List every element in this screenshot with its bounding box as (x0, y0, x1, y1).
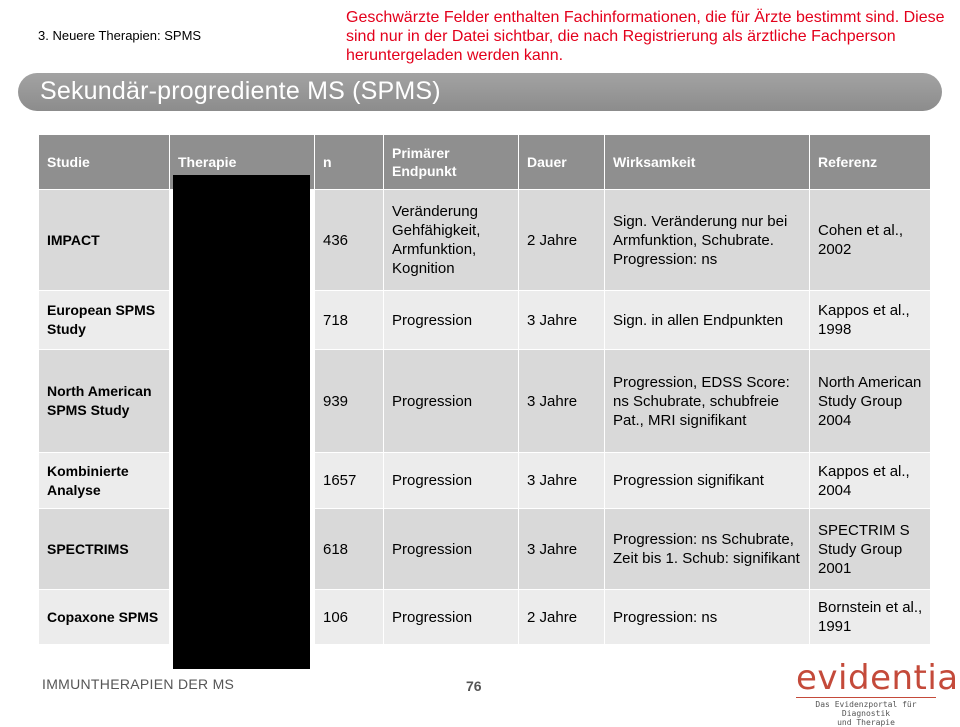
page-number: 76 (466, 678, 482, 694)
footer-title: IMMUNTHERAPIEN DER MS (42, 676, 235, 692)
column-header-n: n (315, 135, 384, 190)
reference: Kappos et al., 2004 (810, 453, 931, 509)
sample-size: 618 (315, 509, 384, 590)
reference: SPECTRIM S Study Group 2001 (810, 509, 931, 590)
reference: Kappos et al., 1998 (810, 291, 931, 350)
column-header-studie: Studie (39, 135, 170, 190)
column-header-endpunkt: Primärer Endpunkt (384, 135, 519, 190)
efficacy: Progression: ns Schubrate, Zeit bis 1. Schub: signifikant (605, 509, 810, 590)
column-header-referenz: Referenz (810, 135, 931, 190)
evidentia-logo (796, 658, 959, 727)
column-header-dauer: Dauer (519, 135, 605, 190)
duration: 3 Jahre (519, 453, 605, 509)
primary-endpoint: Progression (384, 509, 519, 590)
duration: 3 Jahre (519, 291, 605, 350)
efficacy: Progression, EDSS Score: ns Schubrate, schubfreie Pat., MRI signifikant (605, 350, 810, 453)
sample-size: 718 (315, 291, 384, 350)
column-header-therapie: Therapie (170, 135, 315, 190)
sample-size: 1657 (315, 453, 384, 509)
duration: 3 Jahre (519, 509, 605, 590)
redaction-block (173, 175, 310, 669)
reference: North American Study Group 2004 (810, 350, 931, 453)
slide-title: Sekundär-progrediente MS (SPMS) (40, 77, 441, 105)
duration: 3 Jahre (519, 350, 605, 453)
section-label: 3. Neuere Therapien: SPMS (38, 28, 202, 43)
column-header-wirksamkeit: Wirksamkeit (605, 135, 810, 190)
logo-tagline-2: und Therapie (837, 718, 895, 727)
primary-endpoint: Progression (384, 590, 519, 645)
redaction-notice: Geschwärzte Felder enthalten Fachinformationen, die für Ärzte bestimmt sind. Diese sind nur in der Datei sichtbar, die nach Registrierung als ärztliche Fachperson heruntergeladen werden kann. (346, 9, 945, 64)
study-name: European SPMS Study (39, 291, 170, 350)
primary-endpoint: Progression (384, 291, 519, 350)
sample-size: 939 (315, 350, 384, 453)
sample-size: 436 (315, 190, 384, 291)
study-name: IMPACT (39, 190, 170, 291)
logo-name: evidentia (796, 658, 959, 698)
study-name: SPECTRIMS (39, 509, 170, 590)
title-bar (18, 73, 942, 111)
primary-endpoint: Progression (384, 453, 519, 509)
study-name: Kombinierte Analyse (39, 453, 170, 509)
primary-endpoint: Veränderung Gehfähigkeit, Armfunktion, Kognition (384, 190, 519, 291)
study-name: North American SPMS Study (39, 350, 170, 453)
reference: Cohen et al., 2002 (810, 190, 931, 291)
studies-table (38, 134, 931, 645)
duration: 2 Jahre (519, 590, 605, 645)
efficacy: Sign. Veränderung nur bei Armfunktion, Schubrate. Progression: ns (605, 190, 810, 291)
efficacy: Sign. in allen Endpunkten (605, 291, 810, 350)
reference: Bornstein et al., 1991 (810, 590, 931, 645)
efficacy: Progression: ns (605, 590, 810, 645)
study-name: Copaxone SPMS (39, 590, 170, 645)
efficacy: Progression signifikant (605, 453, 810, 509)
sample-size: 106 (315, 590, 384, 645)
logo-tagline-1: Das Evidenzportal für Diagnostik (815, 700, 917, 718)
duration: 2 Jahre (519, 190, 605, 291)
primary-endpoint: Progression (384, 350, 519, 453)
